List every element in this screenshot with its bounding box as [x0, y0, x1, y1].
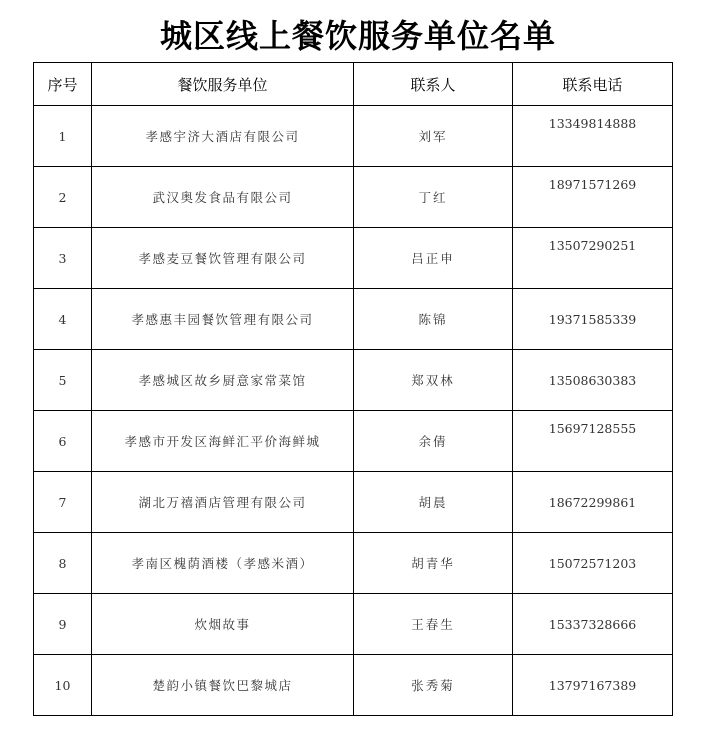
food-service-unit-cell: 孝感惠丰园餐饮管理有限公司	[92, 289, 354, 350]
food-service-unit-cell: 孝感麦豆餐饮管理有限公司	[92, 228, 354, 289]
food-service-unit-cell: 炊烟故事	[92, 594, 354, 655]
serial-number-cell: 2	[34, 167, 92, 228]
table-header-row	[34, 63, 673, 106]
contact-person-cell: 陈锦	[354, 289, 513, 350]
table-row	[34, 655, 673, 716]
contact-person-cell: 吕正申	[354, 228, 513, 289]
table-row	[34, 411, 673, 472]
table-row	[34, 533, 673, 594]
table-row	[34, 289, 673, 350]
header-contact-person: 联系人	[354, 63, 513, 106]
contact-person-cell: 郑双林	[354, 350, 513, 411]
table-row	[34, 167, 673, 228]
header-contact-phone: 联系电话	[513, 63, 673, 106]
contact-phone-cell: 18672299861	[513, 472, 673, 533]
contact-person-cell: 余倩	[354, 411, 513, 472]
contact-phone-cell: 13508630383	[513, 350, 673, 411]
contact-person-cell: 刘军	[354, 106, 513, 167]
header-food-service-unit: 餐饮服务单位	[92, 63, 354, 106]
contact-person-cell: 王春生	[354, 594, 513, 655]
contact-phone-cell: 13797167389	[513, 655, 673, 716]
serial-number-cell: 4	[34, 289, 92, 350]
contact-person-cell: 丁红	[354, 167, 513, 228]
table-row	[34, 594, 673, 655]
food-service-unit-cell: 孝感宇济大酒店有限公司	[92, 106, 354, 167]
contact-phone-cell: 15337328666	[513, 594, 673, 655]
table-row	[34, 472, 673, 533]
food-service-unit-cell: 楚韵小镇餐饮巴黎城店	[92, 655, 354, 716]
contact-phone-cell: 15072571203	[513, 533, 673, 594]
restaurant-list-table	[33, 62, 673, 716]
serial-number-cell: 7	[34, 472, 92, 533]
page-title: 城区线上餐饮服务单位名单	[159, 17, 556, 55]
serial-number-cell: 6	[34, 411, 92, 472]
contact-phone-cell: 13349814888	[513, 106, 673, 167]
food-service-unit-cell: 孝感城区故乡厨意家常菜馆	[92, 350, 354, 411]
contact-person-cell: 张秀菊	[354, 655, 513, 716]
contact-phone-cell: 19371585339	[513, 289, 673, 350]
serial-number-cell: 8	[34, 533, 92, 594]
serial-number-cell: 10	[34, 655, 92, 716]
contact-phone-cell: 18971571269	[513, 167, 673, 228]
food-service-unit-cell: 武汉奥发食品有限公司	[92, 167, 354, 228]
table-row	[34, 350, 673, 411]
food-service-unit-cell: 孝感市开发区海鲜汇平价海鲜城	[92, 411, 354, 472]
contact-person-cell: 胡晨	[354, 472, 513, 533]
food-service-unit-cell: 孝南区槐荫酒楼（孝感米酒）	[92, 533, 354, 594]
serial-number-cell: 5	[34, 350, 92, 411]
food-service-unit-cell: 湖北万禧酒店管理有限公司	[92, 472, 354, 533]
serial-number-cell: 1	[34, 106, 92, 167]
serial-number-cell: 9	[34, 594, 92, 655]
table-row	[34, 106, 673, 167]
contact-person-cell: 胡青华	[354, 533, 513, 594]
serial-number-cell: 3	[34, 228, 92, 289]
header-serial-number: 序号	[34, 63, 92, 106]
contact-phone-cell: 13507290251	[513, 228, 673, 289]
contact-phone-cell: 15697128555	[513, 411, 673, 472]
table-row	[34, 228, 673, 289]
